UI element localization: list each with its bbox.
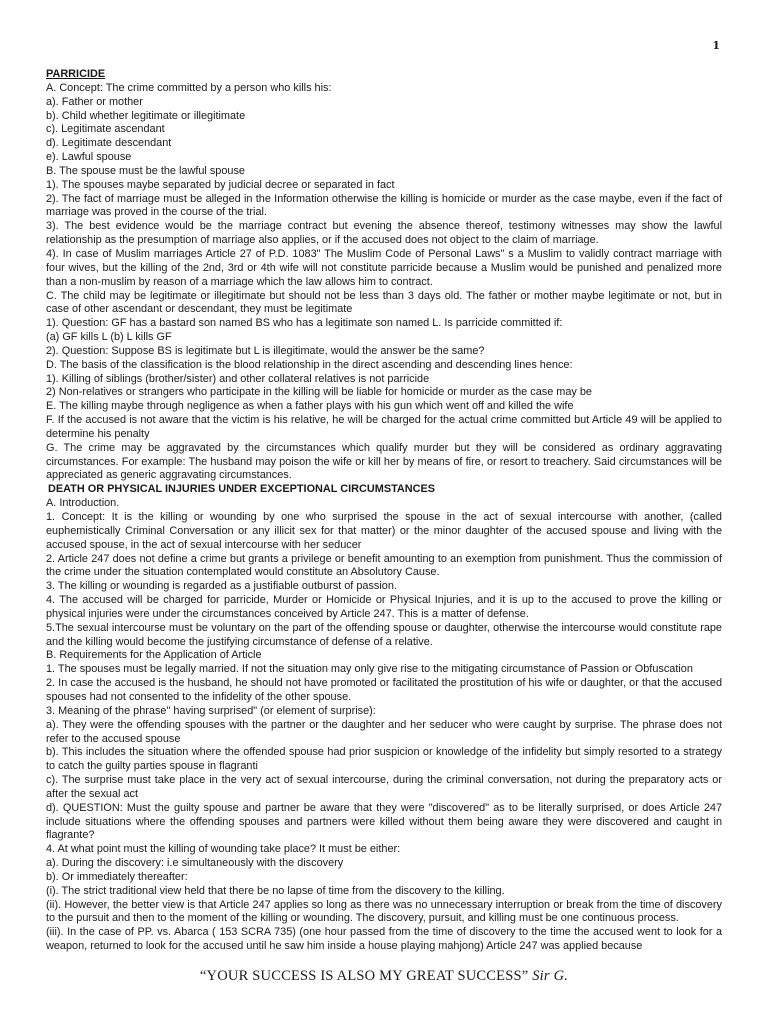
text-line: 1). The spouses maybe separated by judicial decree or separated in fact xyxy=(46,178,395,191)
text-line: (ii). However, the better view is that Article 247 applies so long as there was no unnecessary interruption or break from the time of discovery to the pursuit and then to the moment of the killing or wounding. The discovery, pursuit, and killing must be one continuous process. xyxy=(46,898,722,925)
text-line: 3. The killing or wounding is regarded as a justifiable outburst of passion. xyxy=(46,580,397,593)
text-line: b). Or immediately thereafter: xyxy=(46,870,188,883)
text-line: c). The surprise must take place in the very act of sexual intercourse, during the criminal conversation, not during the preparatory acts or after the sexual act xyxy=(46,774,722,800)
text-line: G. The crime may be aggravated by the circumstances which qualify murder but they will be considered as ordinary aggravating circumstances. For example: The husband may poison the wife or kill her by means of fire, or resort to treachery. Said circumstances will be appreciated as generic aggravating circumstances. xyxy=(46,441,722,482)
text-line: F. If the accused is not aware that the victim is his relative, he will be charged for the actual crime committed but Article 49 will be applied to determine his penalty xyxy=(46,414,722,440)
section-heading: DEATH OR PHYSICAL INJURIES UNDER EXCEPTIONAL CIRCUMSTANCES xyxy=(48,483,436,496)
text-line: (iii). In the case of PP. vs. Abarca ( 153 SCRA 735) (one hour passed from the time of discovery to the time the accused went to look for a weapon, returned to look for the accused until he saw him inside a house playing mahjong) Article 247 was applied because xyxy=(46,926,722,953)
text-line: 1). Killing of siblings (brother/sister) and other collateral relatives is not parricide xyxy=(46,372,430,385)
text-line: a). Father or mother xyxy=(46,95,143,108)
text-line: 2) Non-relatives or strangers who participate in the killing will be liable for homicide or murder as the case may be xyxy=(46,386,592,399)
text-line: 4. At what point must the killing of wounding take place? It must be either: xyxy=(46,843,401,856)
text-line: 1). Question: GF has a bastard son named BS who has a legitimate son named L. Is parricide committed if: xyxy=(46,317,563,330)
footer-motto-text: “YOUR SUCCESS IS ALSO MY GREAT SUCCESS” xyxy=(199,968,529,984)
text-line: c). Legitimate ascendant xyxy=(46,123,165,136)
text-line: E. The killing maybe through negligence as when a father plays with his gun which went off and killed the wife xyxy=(46,400,574,413)
text-line: A. Concept: The crime committed by a person who kills his: xyxy=(46,81,332,94)
text-line: 1. Concept: It is the killing or wounding by one who surprised the spouse in the act of sexual intercourse with another, (called euphemistically Criminal Conversation or any illicit sex for that matter) or the minor daughter of the accused spouse and living with the accused spouse, in the act of sexual intercourse with her seducer xyxy=(46,511,722,551)
text-line: 3). The best evidence would be the marriage contract but evening the absence thereof, testimony witnesses may show the lawful relationship as the presumption of marriage also applies, or if the accused does not object to the claim of marriage. xyxy=(46,220,722,247)
text-line: A. Introduction. xyxy=(46,497,120,510)
text-line: 4. The accused will be charged for parricide, Murder or Homicide or Physical Injuries, and it is up to the accused to prove the killing or physical injuries were under the circumstances conceived by Article 247. This is a matter of defense. xyxy=(46,594,722,620)
text-line: 1. The spouses must be legally married. If not the situation may only give rise to the mitigating circumstance of Passion or Obfuscation xyxy=(46,663,693,676)
text-line: d). QUESTION: Must the guilty spouse and partner be aware that they were "discovered" as to be literally surprised, or does Article 247 include situations where the offending spouses and partners were killed without them being aware they were discovered and caught in flagrante? xyxy=(46,801,722,842)
page-number: 1 xyxy=(712,39,720,52)
text-line: B. Requirements for the Application of Article xyxy=(46,649,262,662)
text-line: e). Lawful spouse xyxy=(46,151,132,164)
text-line: a). During the discovery: i.e simultaneously with the discovery xyxy=(46,857,344,870)
text-line: (i). The strict traditional view held that there be no lapse of time from the discovery to the killing. xyxy=(46,884,505,897)
text-line: 2). Question: Suppose BS is legitimate but L is illegitimate, would the answer be the same? xyxy=(46,344,485,357)
text-line: 3. Meaning of the phrase" having surprised" (or element of surprise): xyxy=(46,704,376,717)
text-line: 2. Article 247 does not define a crime but grants a privilege or benefit amounting to an exemption from punishment. Thus the commission of the crime under the situation contemplated would constitute an Absolutory Cause. xyxy=(46,552,722,579)
text-line: a). They were the offending spouses with the partner or the daughter and her seducer who were caught by surprise. The phrase does not refer to the accused spouse xyxy=(46,718,722,745)
text-line: D. The basis of the classification is the blood relationship in the direct ascending and descending lines hence: xyxy=(46,358,573,371)
text-line: B. The spouse must be the lawful spouse xyxy=(46,164,245,177)
text-line: C. The child may be legitimate or illegitimate but should not be less than 3 days old. The father or mother maybe legitimate or not, but in case of other ascendant or descendant, they must be legitimate xyxy=(46,289,722,316)
text-line: d). Legitimate descendant xyxy=(46,137,172,150)
document-body xyxy=(46,68,722,954)
text-line: 4). In case of Muslim marriages Article 27 of P.D. 1083" The Muslim Code of Personal Laws" s a Muslim to validly contract marriage with four wives, but the killing of the 2nd, 3rd or 4th wife will not constitute parricide because a Muslim would be punished and penalized more than a non-muslim by reason of a marriage which the law allows him to contract. xyxy=(46,247,722,288)
text-line: (a) GF kills L (b) L kills GF xyxy=(46,331,172,344)
text-line: b). Child whether legitimate or illegitimate xyxy=(46,109,246,122)
footer-motto xyxy=(0,970,768,984)
text-line: 5.The sexual intercourse must be voluntary on the part of the offending spouse or daughter, otherwise the intercourse would constitute rape and the killing would become the justifying circumstance of defense of a relative. xyxy=(46,621,722,648)
footer-signature: Sir G. xyxy=(532,968,569,984)
text-line: 2). The fact of marriage must be alleged in the Information otherwise the killing is homicide or murder as the case maybe, even if the fact of marriage was proved in the course of the trial. xyxy=(46,192,722,219)
text-line: 2. In case the accused is the husband, he should not have promoted or facilitated the prostitution of his wife or daughter, or that the accused spouses had not consented to the infidelity of the other spouse. xyxy=(46,677,722,703)
text-line: b). This includes the situation where the offended spouse had prior suspicion or knowledge of the infidelity but simply resorted to a strategy to catch the guilty parties spouse in flagranti xyxy=(46,746,722,773)
section-heading: PARRICIDE xyxy=(46,68,106,80)
